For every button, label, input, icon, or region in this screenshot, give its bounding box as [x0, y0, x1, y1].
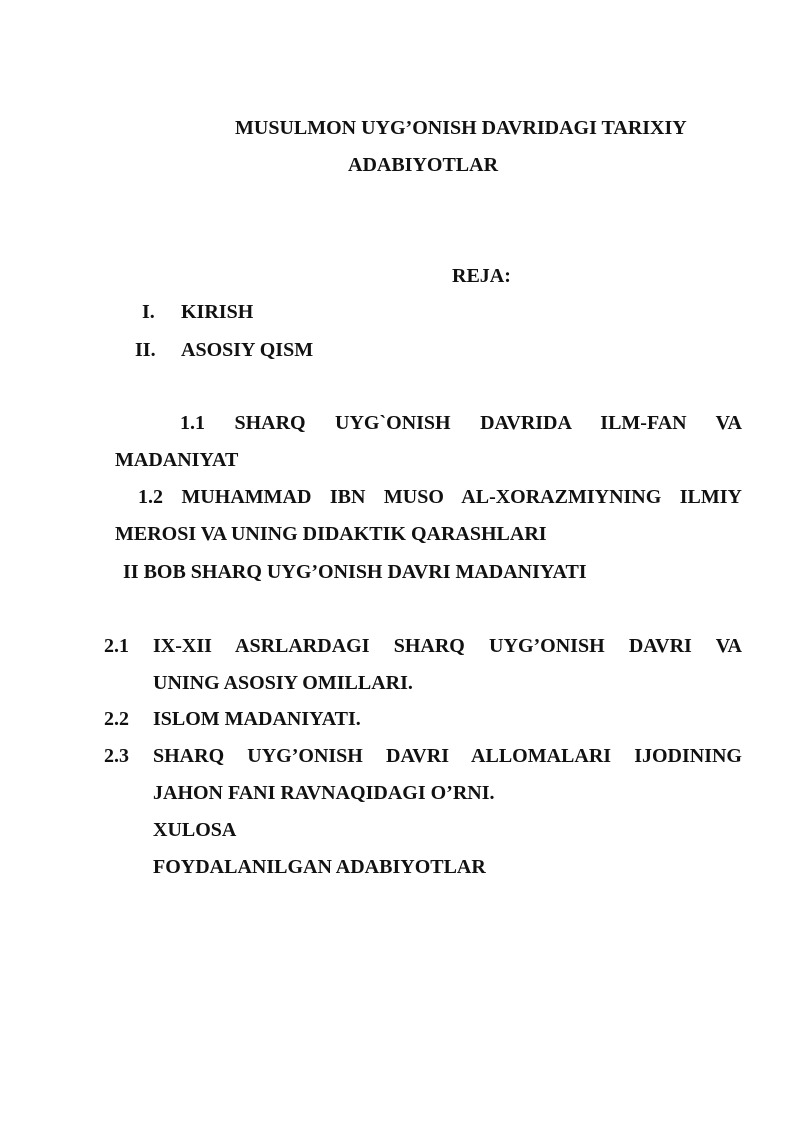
section-1-1-line-1: 1.1 SHARQ UYG`ONISH DAVRIDA ILM-FAN VA [180, 412, 742, 434]
document-title-line-1: MUSULMON UYG’ONISH DAVRIDAGI TARIXIY [235, 117, 687, 139]
chapter-2-heading: II BOB SHARQ UYG’ONISH DAVRI MADANIYATI [123, 561, 587, 583]
item-2-3-line-1: SHARQ UYG’ONISH DAVRI ALLOMALARI IJODINING [153, 745, 742, 767]
roman-numeral-1: I. [142, 301, 155, 323]
item-2-2-number: 2.2 [104, 708, 129, 730]
plan-heading: REJA: [452, 265, 511, 287]
section-1-2-line-2: MEROSI VA UNING DIDAKTIK QARASHLARI [115, 523, 547, 545]
roman-numeral-2: II. [135, 339, 156, 361]
item-2-1-line-2: UNING ASOSIY OMILLARI. [153, 672, 413, 694]
item-2-3-line-2: JAHON FANI RAVNAQIDAGI O’RNI. [153, 782, 495, 804]
item-2-3-number: 2.3 [104, 745, 129, 767]
document-title-line-2: ADABIYOTLAR [348, 154, 499, 176]
conclusion-item: XULOSA [153, 819, 237, 841]
item-2-1-number: 2.1 [104, 635, 129, 657]
roman-item-asosiy-qism: ASOSIY QISM [181, 339, 314, 361]
item-2-2-text: ISLOM MADANIYATI. [153, 708, 361, 730]
item-2-1-line-1: IX-XII ASRLARDAGI SHARQ UYG’ONISH DAVRI VA [153, 635, 742, 657]
references-item: FOYDALANILGAN ADABIYOTLAR [153, 856, 486, 878]
roman-item-kirish: KIRISH [181, 301, 254, 323]
section-1-2-line-1: 1.2 MUHAMMAD IBN MUSO AL-XORAZMIYNING ILMIY [138, 486, 742, 508]
section-1-1-line-2: MADANIYAT [115, 449, 239, 471]
